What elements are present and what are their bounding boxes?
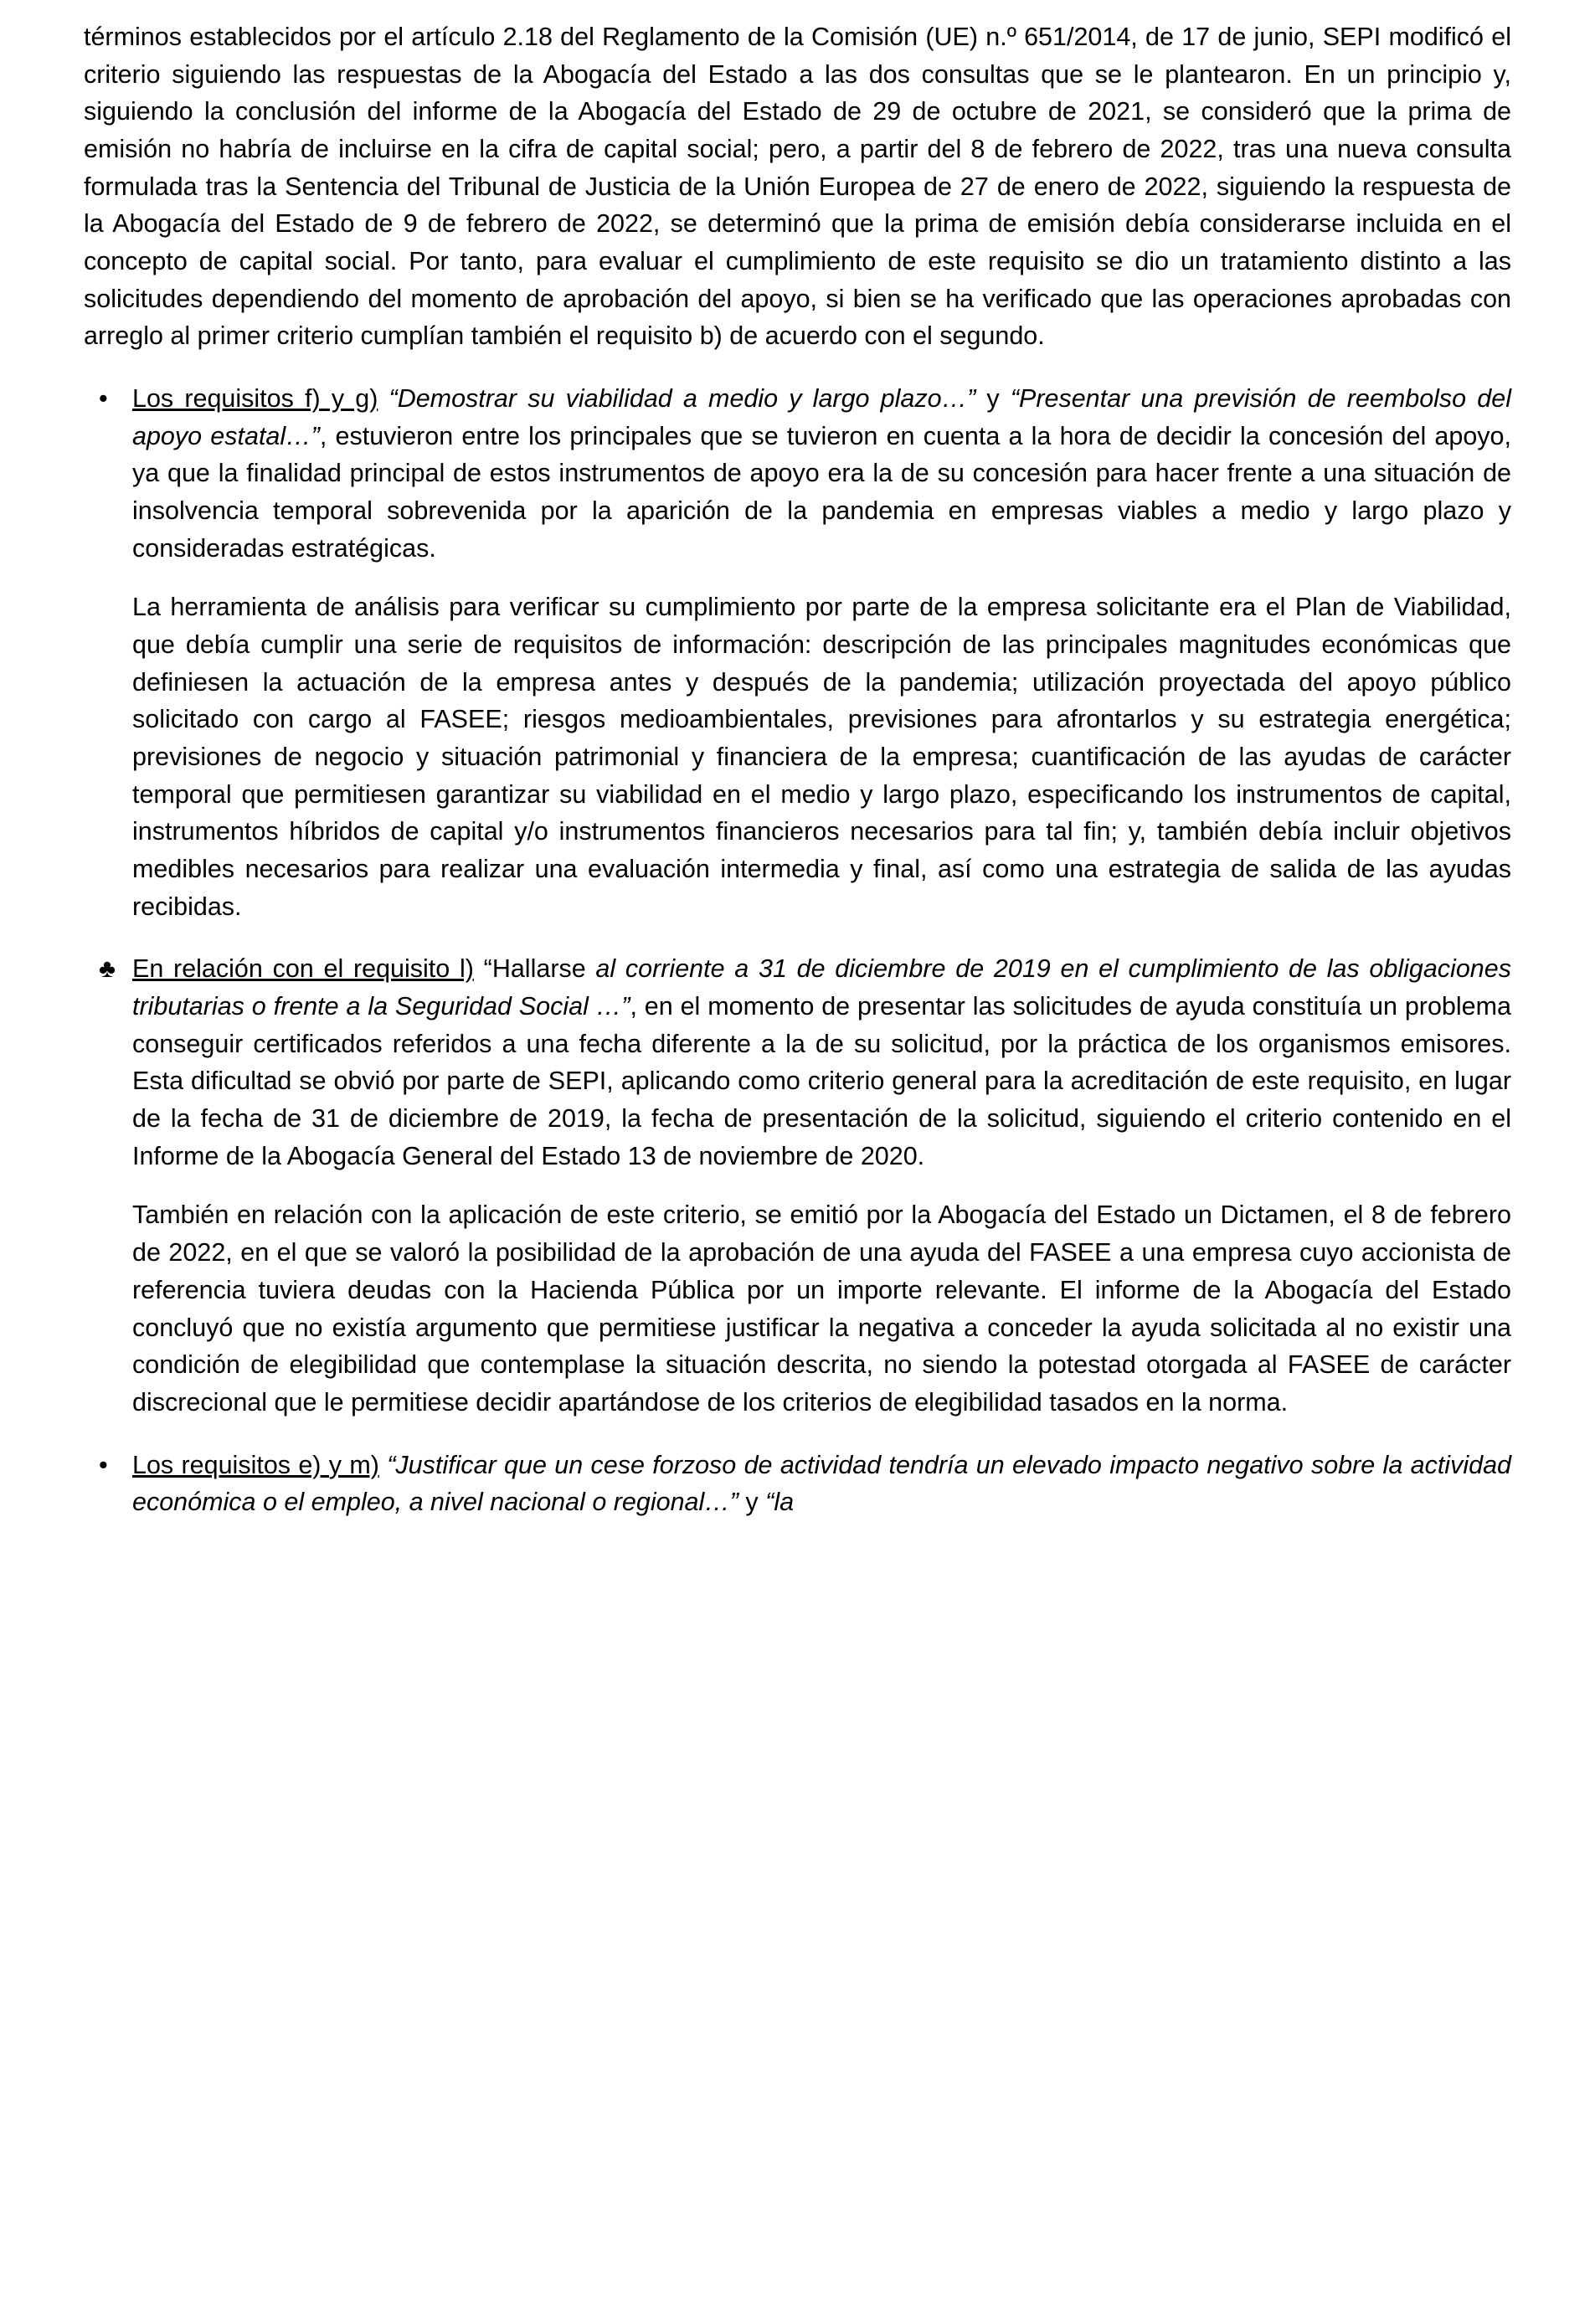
bullet-marker-icon: • xyxy=(99,384,108,414)
bullet-marker-icon: • xyxy=(99,1450,108,1479)
list-item-paragraph xyxy=(132,950,1511,1175)
list-item-paragraph xyxy=(132,1447,1511,1521)
list-item xyxy=(84,950,1511,1175)
list-item-rest-2: , en el momento de presentar las solicitudes de ayuda constituía un problema conseguir certificados referidos a una fecha diferente a la de su solicitud, por la práctica de los organismos emisores. Esta dificultad se obvió por parte de SEPI, aplicando como criterio general para la acreditación de este requisito, en lugar de la fecha de 31 de diciembre de 2019, la fecha de presentación de la solicitud, siguiendo el criterio contenido en el Informe de la Abogacía General del Estado 13 de noviembre de 2020. xyxy=(132,992,1511,1170)
connector-y-2: y xyxy=(738,1488,766,1517)
quote-viabilidad: “Demostrar su viabilidad a medio y largo plazo…” xyxy=(388,384,976,414)
paragraph-plan-viabilidad xyxy=(132,589,1511,925)
quote-obligaciones-tributarias: al corriente a 31 de diciembre de 2019 en el cumplimiento de las obligaciones tributarias o frente a la Seguridad Social …” xyxy=(132,954,1511,1021)
quote-cese-forzoso: “Justificar que un cese forzoso de actividad tendría un elevado impacto negativo sobre la actividad económica o el empleo, a nivel nacional o regional…” xyxy=(132,1450,1511,1517)
list-item-body xyxy=(132,380,1511,567)
list-item xyxy=(84,1447,1511,1521)
list-item-rest-1: , estuvieron entre los principales que se tuvieron en cuenta a la hora de decidir la concesión del apoyo, ya que la finalidad principal de estos instrumentos de apoyo era la de su concesión para hacer frente a una situación de insolvencia temporal sobrevenida por la aparición de la pandemia en empresas viables a medio y largo plazo y consideradas estratégicas. xyxy=(132,421,1511,563)
paragraph-intro-text: términos establecidos por el artículo 2.18 del Reglamento de la Comisión (UE) n.º 651/2014, de 17 de junio, SEPI modificó el criterio siguiendo las respuestas de la Abogacía del Estado a las dos consultas que se le plantearon. En un principio y, siguiendo la conclusión del informe de la Abogacía del Estado de 29 de octubre de 2021, se consideró que la prima de emisión no habría de incluirse en la cifra de capital social; pero, a partir del 8 de febrero de 2022, tras una nueva consulta formulada tras la Sentencia del Tribunal de Justicia de la Unión Europea de 27 de enero de 2022, siguiendo la respuesta de la Abogacía del Estado de 9 de febrero de 2022, se determinó que la prima de emisión debía considerarse incluida en el concepto de capital social. Por tanto, para evaluar el cumplimiento de este requisito se dio un tratamiento distinto a las solicitudes dependiendo del momento de aprobación del apoyo, si bien se ha verificado que las operaciones aprobadas con arreglo al primer criterio cumplían también el requisito b) de acuerdo con el segundo. xyxy=(84,23,1511,351)
requisito-e-m-label: Los requisitos e) y m) xyxy=(132,1450,379,1479)
quote-hallarse-open: “Hallarse xyxy=(483,954,596,984)
requisito-f-g-label: Los requisitos f) y g) xyxy=(132,384,378,414)
paragraph-dictamen-text: También en relación con la aplicación de este criterio, se emitió por la Abogacía del Estado un Dictamen, el 8 de febrero de 2022, en el que se valoró la posibilidad de la aprobación de una ayuda del FASEE a una empresa cuyo accionista de referencia tuviera deudas con la Hacienda Pública por un importe relevante. El informe de la Abogacía del Estado concluyó que no existía argumento que permitiese justificar la negativa a conceder la ayuda solicitada al no existir una condición de elegibilidad que contemplase la situación descrita, no siendo la potestad otorgada al FASEE de carácter discrecional que le permitiese decidir apartándose de los criterios de elegibilidad tasados en la norma. xyxy=(132,1201,1511,1417)
paragraph-intro xyxy=(84,18,1511,355)
list-item-paragraph xyxy=(132,380,1511,567)
list-item-body xyxy=(132,950,1511,1175)
paragraph-plan-viabilidad-text: La herramienta de análisis para verificar su cumplimiento por parte de la empresa solicitante era el Plan de Viabilidad, que debía cumplir una serie de requisitos de información: descripción de las principales magnitudes económicas que definiesen la actuación de la empresa antes y después de la pandemia; utilización proyectada del apoyo público solicitado con cargo al FASEE; riesgos medioambientales, previsiones para afrontarlos y su estrategia energética; previsiones de negocio y situación patrimonial y financiera de la empresa; cuantificación de las ayudas de carácter temporal que permitiesen garantizar su viabilidad en el medio y largo plazo, especificando los instrumentos de capital, instrumentos híbridos de capital y/o instrumentos financieros necesarios para tal fin; y, también debía incluir objetivos medibles necesarios para realizar una evaluación intermedia y final, así como una estrategia de salida de las ayudas recibidas. xyxy=(132,593,1511,921)
list-item-body xyxy=(132,1447,1511,1521)
paragraph-dictamen xyxy=(132,1196,1511,1421)
connector-y-1: y xyxy=(975,384,1011,414)
quote-reembolso: “Presentar una previsión de reembolso del apoyo estatal…” xyxy=(132,384,1512,450)
requisito-l-label: En relación con el requisito l) xyxy=(132,954,474,984)
bullet-marker-icon: ♣ xyxy=(99,954,116,984)
quote-tail: “la xyxy=(765,1488,795,1517)
list-item xyxy=(84,380,1511,567)
